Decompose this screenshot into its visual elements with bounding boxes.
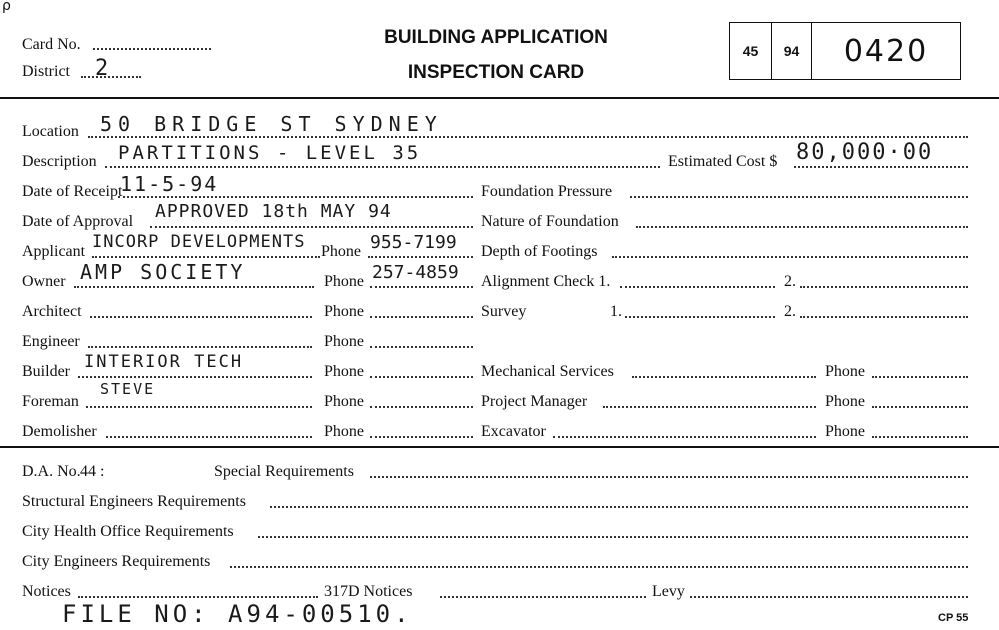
city-health-requirements-label: City Health Office Requirements (22, 523, 234, 540)
foundation-pressure-dots (630, 196, 968, 198)
mechanical-services-dots (632, 376, 816, 378)
builder-phone-dots (370, 376, 473, 378)
foundation-pressure-label: Foundation Pressure (481, 183, 613, 200)
da-no-value: 44 : (80, 463, 105, 480)
city-engineers-requirements-dots (230, 566, 968, 568)
date-of-approval-dots (150, 226, 473, 228)
card-box-a: 45 (730, 23, 772, 79)
structural-requirements-dots (270, 506, 968, 508)
builder-label: Builder (22, 363, 70, 380)
applicant-phone-value: 955-7199 (370, 232, 457, 253)
architect-phone-dots (370, 316, 473, 318)
applicant-phone-label: Phone (321, 243, 361, 260)
builder-dots (78, 376, 312, 378)
demolisher-dots (106, 436, 312, 438)
excavator-label: Excavator (481, 423, 546, 440)
project-manager-phone-dots (872, 406, 968, 408)
foreman-phone-dots (370, 406, 473, 408)
date-of-receipt-value: 11-5-94 (120, 172, 219, 196)
builder-value: INTERIOR TECH (84, 352, 244, 372)
architect-phone-label: Phone (324, 303, 364, 320)
date-of-receipt-dots (118, 196, 473, 198)
city-health-requirements-dots (258, 536, 968, 538)
district-dots (81, 76, 141, 78)
alignment-check-2-label: 2. (784, 273, 796, 290)
corner-mark: ρ (2, 0, 11, 14)
location-value: 50 BRIDGE ST SYDNEY (100, 112, 443, 136)
nature-of-foundation-label: Nature of Foundation (481, 213, 619, 230)
foreman-phone-label: Phone (324, 393, 364, 410)
date-of-approval-value: APPROVED 18th MAY 94 (155, 201, 392, 222)
demolisher-phone-label: Phone (324, 423, 364, 440)
engineer-dots (88, 346, 312, 348)
excavator-phone-label: Phone (825, 423, 865, 440)
survey-1-label: 1. (610, 303, 622, 320)
engineer-phone-dots (370, 346, 473, 348)
description-value: PARTITIONS - LEVEL 35 (118, 142, 422, 164)
survey-label: Survey (481, 303, 527, 320)
architect-label: Architect (22, 303, 82, 320)
demolisher-label: Demolisher (22, 423, 97, 440)
card-no-dots (93, 48, 211, 50)
card-box-b: 94 (772, 23, 812, 79)
project-manager-label: Project Manager (481, 393, 588, 410)
engineer-phone-label: Phone (324, 333, 364, 350)
notices-dots (78, 596, 318, 598)
structural-requirements-label: Structural Engineers Requirements (22, 493, 246, 510)
form-title-line1: BUILDING APPLICATION (384, 27, 608, 48)
317d-notices-dots (440, 596, 646, 598)
levy-dots (690, 596, 968, 598)
city-engineers-requirements-label: City Engineers Requirements (22, 553, 211, 570)
nature-of-foundation-dots (636, 226, 968, 228)
notices-label: Notices (22, 583, 71, 600)
317d-notices-label: 317D Notices (324, 583, 413, 600)
owner-phone-dots (370, 286, 473, 288)
district-label: District (22, 63, 70, 80)
owner-label: Owner (22, 273, 66, 290)
engineer-label: Engineer (22, 333, 80, 350)
survey-2-label: 2. (784, 303, 796, 320)
special-requirements-dots (370, 476, 968, 478)
location-label: Location (22, 123, 79, 140)
file-number: FILE NO: A94-00510. (62, 600, 413, 628)
excavator-dots (553, 436, 816, 438)
district-value: 2 (95, 56, 111, 81)
owner-phone-label: Phone (324, 273, 364, 290)
mechanical-phone-dots (872, 376, 968, 378)
depth-of-footings-dots (612, 256, 968, 258)
builder-phone-label: Phone (324, 363, 364, 380)
form-title-line2: INSPECTION CARD (407, 62, 585, 83)
estimated-cost-dots (794, 166, 968, 168)
levy-label: Levy (652, 583, 685, 600)
applicant-dots (92, 256, 320, 258)
date-of-approval-label: Date of Approval (22, 213, 134, 230)
project-manager-phone-label: Phone (825, 393, 865, 410)
card-number: 0420 (843, 33, 929, 69)
project-manager-dots (603, 406, 816, 408)
description-dots (105, 166, 660, 168)
mechanical-phone-label: Phone (825, 363, 865, 380)
date-of-receipt-label: Date of Receipt (22, 183, 123, 200)
owner-value: AMP SOCIETY (80, 260, 246, 284)
estimated-cost-value: 80,000·00 (796, 140, 934, 165)
demolisher-phone-dots (370, 436, 473, 438)
survey-2-dots (800, 316, 968, 318)
foreman-value: STEVE (100, 380, 156, 398)
applicant-value: INCORP DEVELOPMENTS (92, 232, 306, 252)
alignment-check-1-dots (620, 286, 775, 288)
estimated-cost-label: Estimated Cost $ (668, 153, 778, 170)
form-code: CP 55 (938, 612, 969, 624)
foreman-dots (86, 406, 312, 408)
architect-dots (90, 316, 312, 318)
alignment-check-label: Alignment Check 1. (481, 273, 611, 290)
card-no-label: Card No. (22, 36, 81, 53)
excavator-phone-dots (872, 436, 968, 438)
depth-of-footings-label: Depth of Footings (481, 243, 598, 260)
foreman-label: Foreman (22, 393, 79, 410)
owner-phone-value: 257-4859 (372, 262, 459, 283)
applicant-label: Applicant (22, 243, 86, 260)
alignment-check-2-dots (800, 286, 968, 288)
survey-1-dots (625, 316, 775, 318)
applicant-phone-dots (368, 256, 473, 258)
card-number-box (729, 22, 961, 80)
section-divider (0, 446, 999, 448)
special-requirements-label: Special Requirements (214, 463, 354, 480)
owner-dots (74, 286, 314, 288)
location-dots (88, 136, 968, 138)
da-no-label: D.A. No. (22, 463, 81, 480)
mechanical-services-label: Mechanical Services (481, 363, 614, 380)
description-label: Description (22, 153, 97, 170)
header-divider (0, 97, 999, 99)
